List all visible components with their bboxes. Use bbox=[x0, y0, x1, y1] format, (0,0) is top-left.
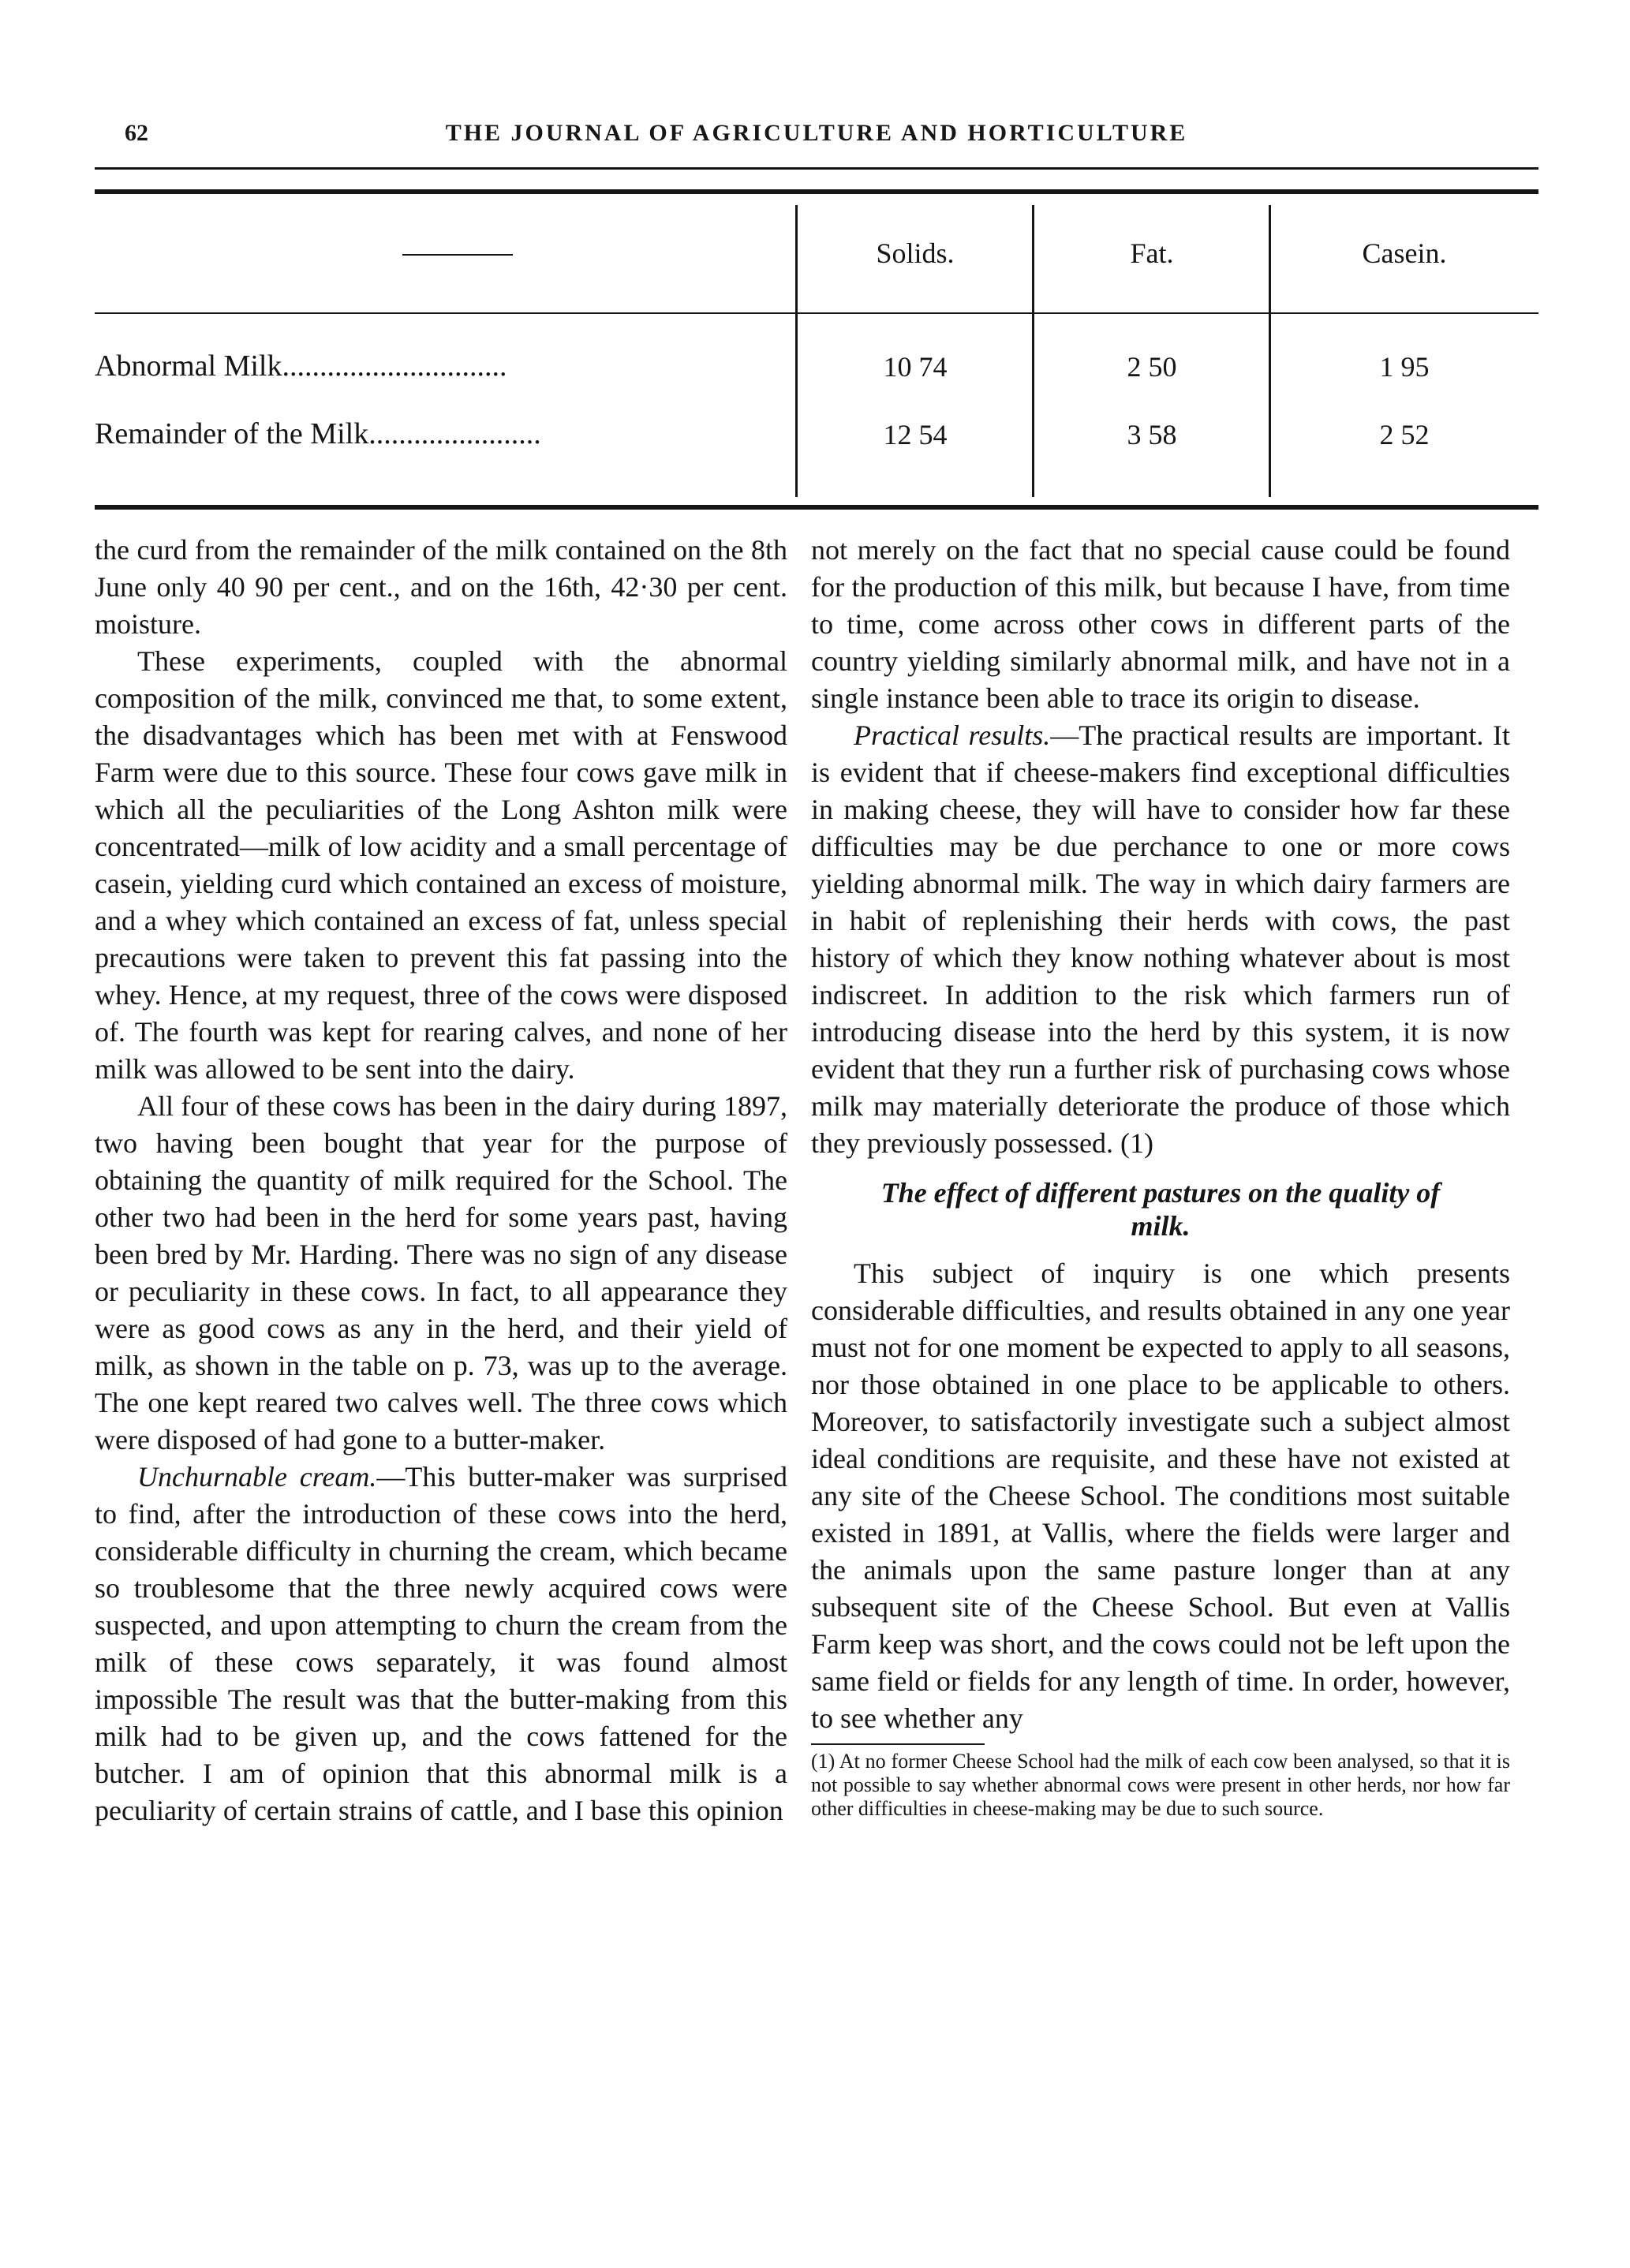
run-in-heading: Unchurnable cream. bbox=[137, 1461, 377, 1493]
paragraph-text: —The practical results are important. It is evident that if cheese-makers find exceptional difficulties in making cheese, they will have to consider how far these difficulties may be due perchance to one or more cows yielding abnormal milk. The way in which dairy farmers are in habit of replenishing their herds with cows, the past history of which they know nothing whatever about is most indiscreet. In addition to the risk which farmers run of introducing disease into the herd by this system, it is now evident that they run a further risk of purchasing cows whose milk may materially deteriorate the produce of those which they previously possessed. (1) bbox=[811, 719, 1511, 1159]
section-heading: The effect of different pastures on the quality of milk. bbox=[880, 1177, 1441, 1242]
paragraph: the curd from the remainder of the milk contained on the 8th June only 40 90 per cent., and on the 16th, 42·30 per cent. moisture. bbox=[95, 534, 787, 640]
table-divider bbox=[1269, 205, 1271, 497]
column-header-solids: Solids. bbox=[876, 237, 955, 269]
stub-heading-dash bbox=[402, 254, 513, 256]
table-cell: 3 58 bbox=[1127, 419, 1177, 450]
column-header-fat: Fat. bbox=[1130, 237, 1174, 269]
paragraph bbox=[811, 717, 1510, 1162]
run-in-heading: Practical results. bbox=[854, 719, 1051, 751]
paragraph: This subject of inquiry is one which presents considerable difficulties, and results obtained in any one year must not for one moment be expected to apply to all seasons, nor those obtained in one place to be applicable to others. Moreover, to satisfactorily investigate such a subject almost ideal conditions are requisite, and these have not existed at any site of the Cheese School. The conditions most suitable existed in 1891, at Vallis, where the fields were larger and the animals upon the same pasture longer than at any subsequent site of the Cheese School. But even at Vallis Farm keep was short, and the cows could not be left upon the same field or fields for any length of time. In order, however, to see whether any bbox=[811, 1257, 1510, 1734]
table-divider bbox=[795, 205, 798, 497]
paragraph: not merely on the fact that no special cause could be found for the production of this milk, but because I have, from time to time, come across other cows in different parts of the country yielding similarly abnormal milk, and have not in a single instance been able to trace its origin to disease. bbox=[811, 534, 1510, 714]
paragraph: All four of these cows has been in the dairy during 1897, two having been bought that year for the purpose of obtaining the quantity of milk required for the School. The other two had been in the herd for some years past, having been bred by Mr. Harding. There was no sign of any disease or peculiarity in these cows. In fact, to all appearance they were as good cows as any in the herd, and their yield of milk, as shown in the table on p. 73, was up to the average. The one kept reared two calves well. The three cows which were disposed of had gone to a butter-maker. bbox=[95, 1090, 787, 1455]
column-header-casein: Casein. bbox=[1362, 237, 1447, 269]
left-column bbox=[95, 532, 787, 1829]
table-cell: 1 95 bbox=[1379, 351, 1430, 383]
footnote-rule bbox=[811, 1743, 985, 1745]
right-column bbox=[811, 532, 1510, 1821]
table-cell: 2 50 bbox=[1127, 351, 1177, 383]
header-rule bbox=[95, 167, 1538, 170]
paragraph: These experiments, coupled with the abnormal composition of the milk, convinced me that, to some extent, the disadvantages which has been met with at Fenswood Farm were due to this source. These four cows gave milk in which all the peculiarities of the Long Ashton milk were concentrated—milk of low acidity and a small percentage of casein, yielding curd which contained an excess of moisture, and a whey which contained an excess of fat, unless special precautions were taken to prevent this fat passing into the whey. Hence, at my request, three of the cows were disposed of. The fourth was kept for rearing calves, and none of her milk was allowed to be sent into the dairy. bbox=[95, 645, 787, 1085]
table-row-label: Abnormal Milk.............................. bbox=[95, 349, 507, 383]
table-header-rule bbox=[95, 312, 1538, 314]
table-cell: 12 54 bbox=[883, 419, 948, 450]
table-row-label: Remainder of the Milk....................... bbox=[95, 417, 541, 450]
table-cell: 10 74 bbox=[883, 351, 948, 383]
journal-title: THE JOURNAL OF AGRICULTURE AND HORTICULTURE bbox=[445, 120, 1188, 146]
footnote: (1) At no former Cheese School had the milk of each cow been analysed, so that it is not possible to say whether abnormal cows were present in other herds, nor how far other difficulties in cheese-making may be due to such source. bbox=[811, 1750, 1510, 1820]
paragraph bbox=[95, 1459, 787, 1829]
table-divider bbox=[1032, 205, 1034, 497]
paragraph-text: —This butter-maker was surprised to find, after the introduction of these cows into the herd, considerable difficulty in churning the cream, which became so troublesome that the three newly acquired cows were suspected, and upon attempting to churn the cream from the milk of these cows separately, it was found almost impossible The result was that the butter-making from this milk had to be given up, and the cows fattened for the butcher. I am of opinion that this abnormal milk is a peculiarity of certain strains of cattle, and I base this opinion bbox=[95, 1461, 787, 1826]
composition-table bbox=[95, 189, 1538, 505]
running-head bbox=[95, 120, 1538, 159]
table-cell: 2 52 bbox=[1379, 419, 1430, 450]
table-bottom-rule bbox=[95, 505, 1538, 510]
page-number: 62 bbox=[125, 120, 148, 146]
